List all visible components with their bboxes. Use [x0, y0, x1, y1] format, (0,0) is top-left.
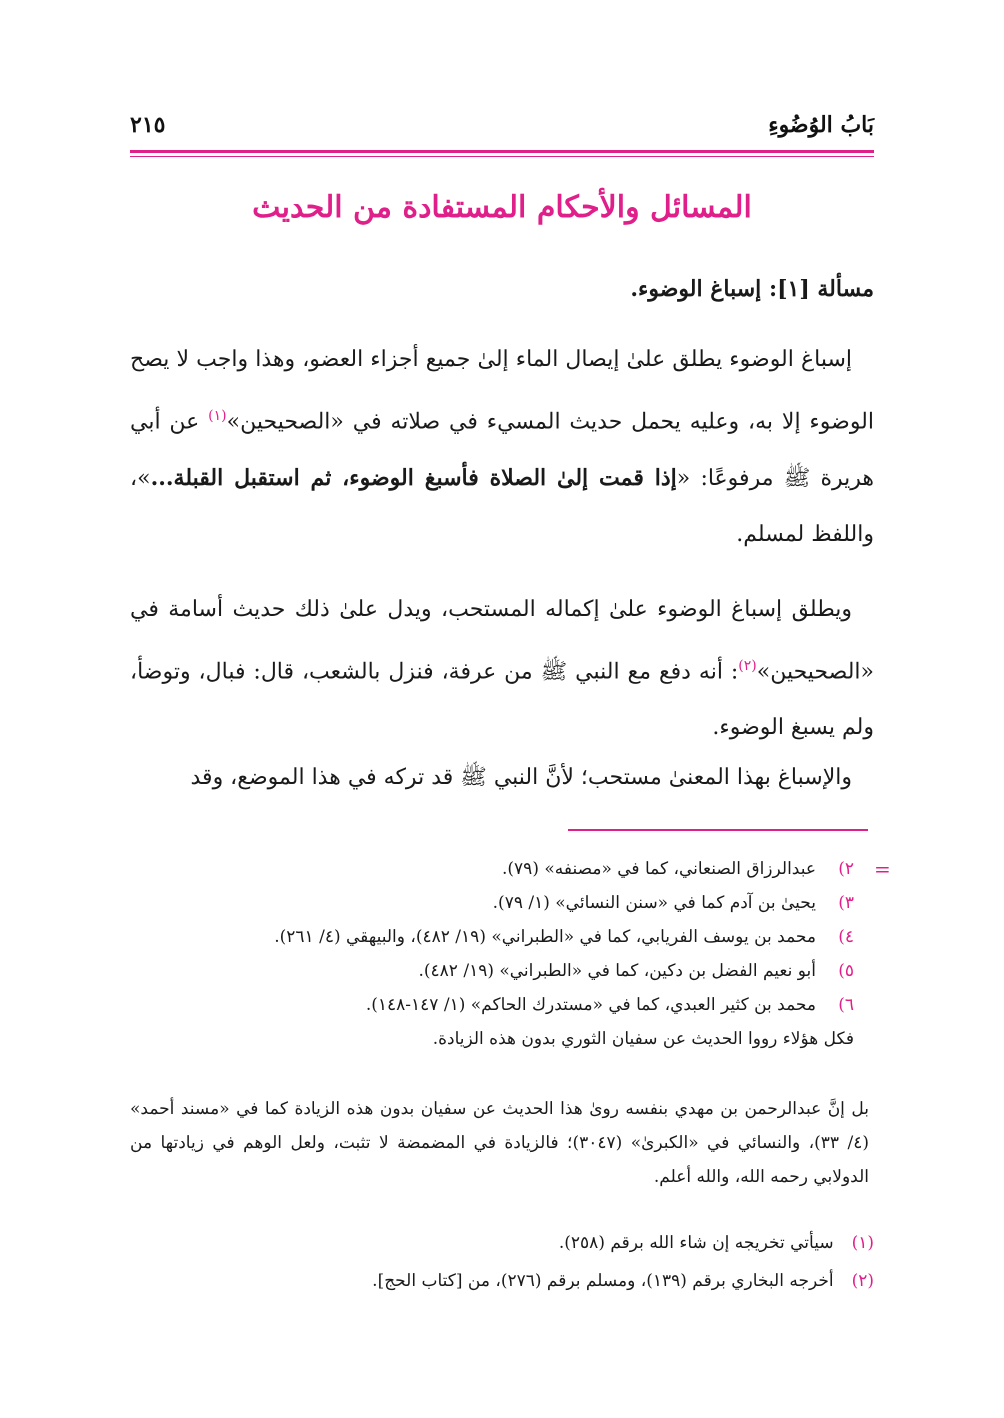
footnote-line [130, 954, 854, 988]
continued-footnotes [130, 852, 854, 1056]
paragraph-1 [130, 332, 874, 563]
p3-text: والإسباغ بهذا المعنىٰ مستحب؛ لأنَّ النبي ﷺ قد تركه في هذا الموضع، وقد [190, 765, 852, 790]
footnote-ref-1: (١) [208, 408, 227, 424]
continuation-mark: = [874, 857, 891, 881]
paragraph-2 [130, 582, 874, 756]
footnote-1 [130, 1224, 874, 1262]
header-rule-thick [130, 150, 874, 153]
chapter-title: بَابُ الوُضُوءِ [768, 112, 874, 138]
p2-text-a: ويطلق إسباغ الوضوء علىٰ إكماله المستحب، ويدل علىٰ ذلك حديث أسامة في «الصحيحين» [130, 597, 874, 685]
footnote-separator [568, 829, 868, 831]
footnote-text: محمد بن كثير العبدي، كما في «مستدرك الحاكم» (١/ ١٤٧-١٤٨). [365, 995, 816, 1015]
footnote-note-long: بل إنَّ عبدالرحمن بن مهدي بنفسه روىٰ هذا الحديث عن سفيان بدون هذه الزيادة كما في «مسند أحمد» (٤/ ٣٣)، والنسائي في «الكبرىٰ» (٣٠٤٧)؛ فالزيادة في المضمضة لا تثبت، ولعل الوهم في زيادتها من الدولابي رحمه الله، والله أعلم. [130, 1099, 869, 1187]
footnote-number: ٣) [838, 893, 854, 913]
paragraph-3 [130, 750, 874, 806]
footnote-number: ٥) [838, 961, 854, 981]
p2-text-b: : أنه دفع مع النبي ﷺ من عرفة، فنزل بالشعب، قال: فبال، وتوضأ، ولم يسبغ الوضوء. [130, 659, 874, 741]
footnote-text: أبو نعيم الفضل بن دكين، كما في «الطبراني» (١٩/ ٤٨٢). [418, 961, 816, 981]
p1-text-b: عن أبي هريرة ﷺ مرفوعًا: « [130, 409, 875, 492]
issue-heading [130, 276, 874, 302]
footnote-text: عبدالرزاق الصنعاني، كما في «مصنفه» (٧٩). [502, 859, 816, 879]
page-number: ٢١٥ [130, 112, 166, 138]
page-footnotes [130, 1224, 874, 1300]
footnote-text: سيأتي تخريجه إن شاء الله برقم (٢٥٨). [558, 1233, 834, 1253]
hadith-quote: إذا قمت إلىٰ الصلاة فأسبغ الوضوء، ثم استقبل القبلة... [150, 465, 677, 492]
footnote-number: ٢) [838, 859, 854, 879]
footnote-line [130, 852, 854, 886]
footnote-note: فكل هؤلاء رووا الحديث عن سفيان الثوري بدون هذه الزيادة. [432, 1029, 854, 1049]
p1-text-a: إسباغ الوضوء يطلق علىٰ إيصال الماء إلىٰ جميع أجزاء العضو، وهذا واجب لا يصح الوضوء إلا به، وعليه يحمل حديث المسيء في صلاته في «الصحيحين» [130, 347, 875, 435]
footnote-number: (٢) [851, 1271, 874, 1291]
footnote-number: ٤) [838, 927, 854, 947]
footnote-number: ٦) [838, 995, 854, 1015]
footnote-line [130, 886, 854, 920]
footnote-text: يحيىٰ بن آدم كما في «سنن النسائي» (١/ ٧٩). [492, 893, 816, 913]
issue-text: إسباغ الوضوء. [630, 276, 762, 302]
footnote-line [130, 988, 854, 1022]
header-rule-thin [130, 156, 874, 157]
footnote-text: أخرجه البخاري برقم (١٣٩)، ومسلم برقم (٢٧٦)، من [كتاب الحج]. [372, 1271, 834, 1291]
running-header [130, 112, 874, 152]
footnote-2 [130, 1262, 874, 1300]
footnote-number: (١) [851, 1233, 874, 1253]
section-title: المسائل والأحكام المستفادة من الحديث [252, 190, 752, 225]
footnote-line [130, 920, 854, 954]
footnote-ref-2: (٢) [738, 658, 757, 674]
footnote-text: محمد بن يوسف الفريابي، كما في «الطبراني» (١٩/ ٤٨٢)، والبيهقي (٤/ ٢٦١). [274, 927, 816, 947]
p1-text-c: »، واللفظ لمسلم. [130, 466, 874, 548]
issue-label: مسألة [١]: [768, 276, 874, 302]
